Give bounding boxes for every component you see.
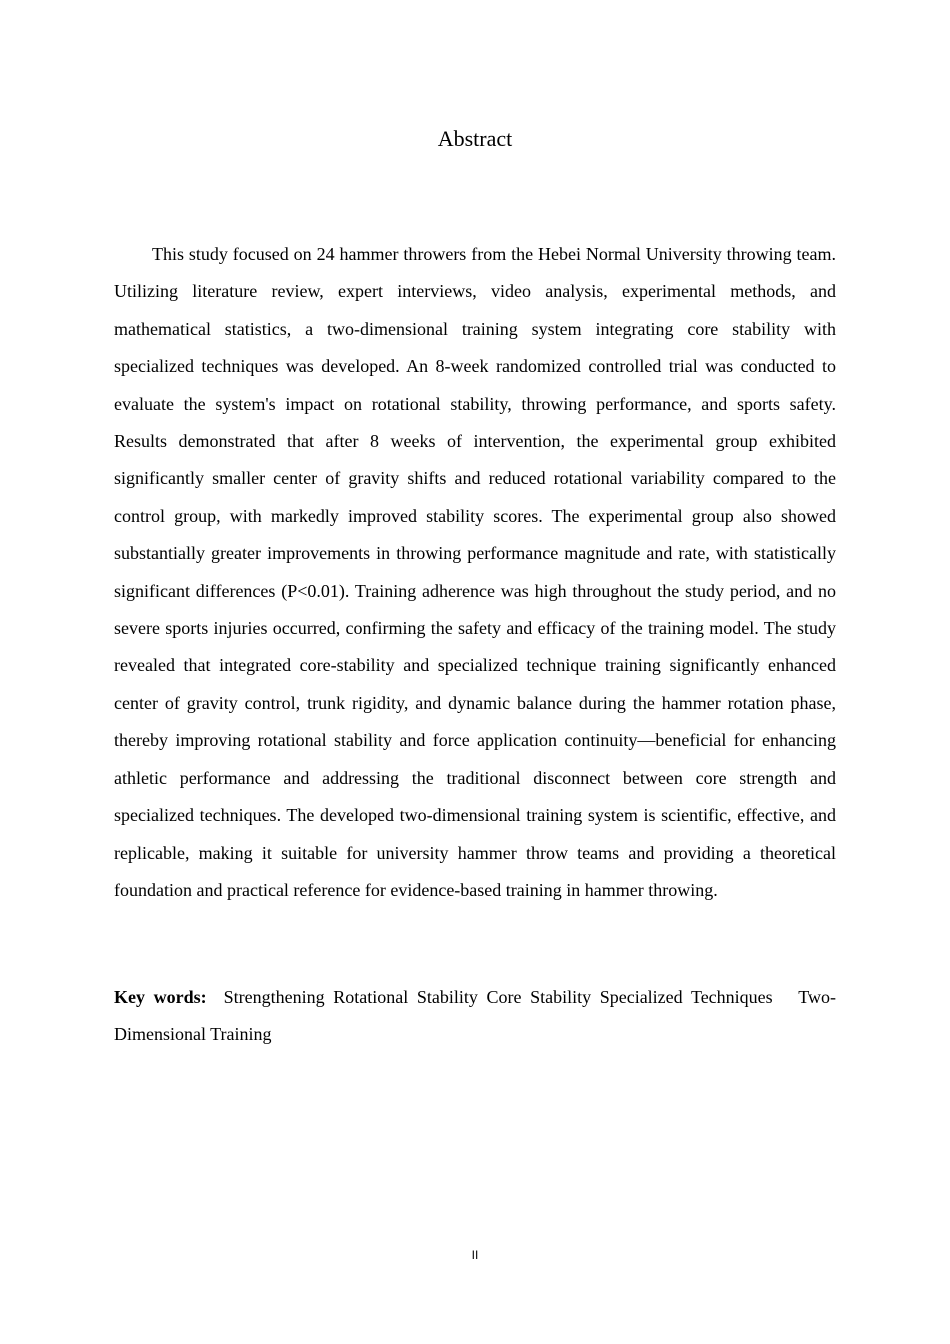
keyword: Rotational Stability xyxy=(333,987,478,1007)
page-number: II xyxy=(471,1248,479,1262)
keywords-line xyxy=(114,979,836,1054)
abstract-body: This study focused on 24 hammer throwers from the Hebei Normal University throwing team. Utilizing literature review, expert interviews, video analysis, experimental methods, and mathematical statistics, a two-dimensional training system integrating core stability with specialized techniques was developed. An 8-week randomized controlled trial was conducted to evaluate the system's impact on rotational stability, throwing performance, and sports safety. Results demonstrated that after 8 weeks of intervention, the experimental group exhibited significantly smaller center of gravity shifts and reduced rotational variability compared to the control group, with markedly improved stability scores. The experimental group also showed substantially greater improvements in throwing performance magnitude and rate, with statistically significant differences (P<0.01). Training adherence was high throughout the study period, and no severe sports injuries occurred, confirming the safety and efficacy of the training model. The study revealed that integrated core-stability and specialized technique training significantly enhanced center of gravity control, trunk rigidity, and dynamic balance during the hammer rotation phase, thereby improving rotational stability and force application continuity—beneficial for enhancing athletic performance and addressing the traditional disconnect between core strength and specialized techniques. The developed two-dimensional training system is scientific, effective, and replicable, making it suitable for university hammer throw teams and providing a theoretical foundation and practical reference for evidence-based training in hammer throwing. xyxy=(114,244,836,900)
keyword: Specialized Techniques xyxy=(599,987,773,1007)
keyword: Two-Dimensional Training xyxy=(114,987,837,1045)
keyword: Strengthening xyxy=(223,987,325,1007)
abstract-title: Abstract xyxy=(437,126,513,151)
keyword: Core Stability xyxy=(486,987,592,1007)
keywords-label: Key words: xyxy=(114,987,207,1007)
